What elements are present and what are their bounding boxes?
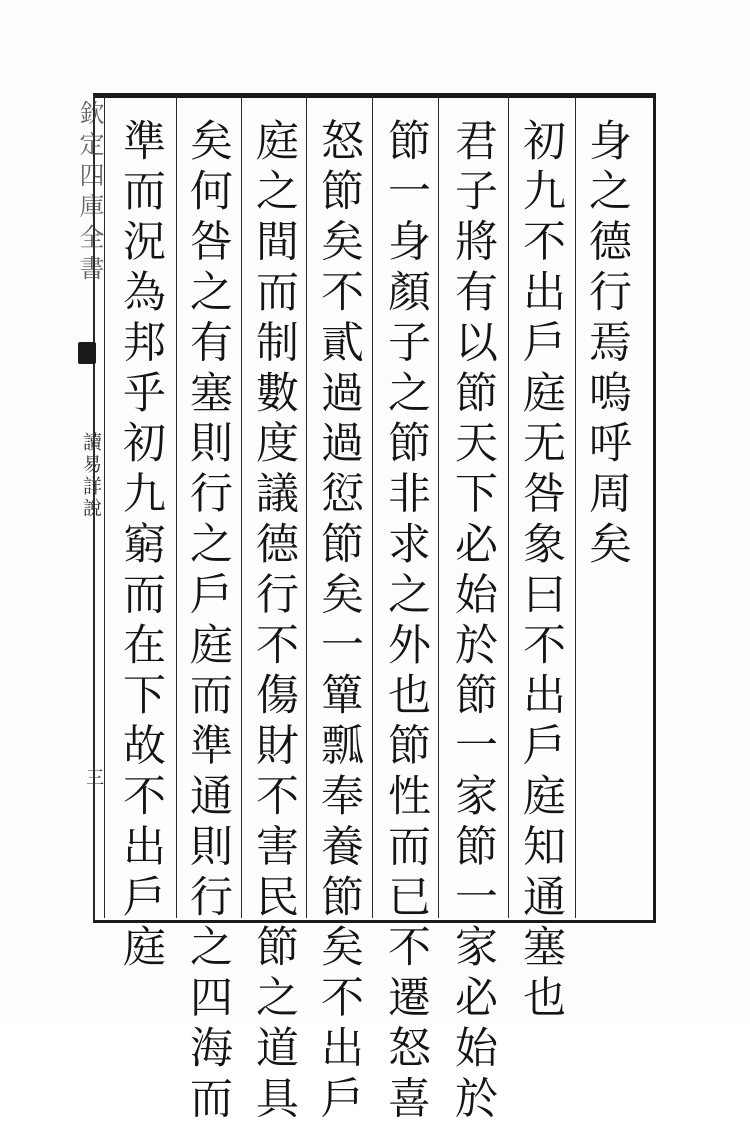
text-column-5: 怒節矣不貳過過愆節矣一簞瓢奉養節矣不出戶	[314, 118, 364, 1126]
text-column-1: 身之德行焉嗚呼周矣	[582, 118, 632, 572]
text-block-frame	[93, 93, 656, 923]
text-column-2: 初九不出戶庭无咎象曰不出戶庭知通塞也	[516, 118, 566, 1026]
fish-tail-mark	[78, 342, 96, 364]
column-rule	[438, 96, 439, 918]
text-column-4: 節一身顏子之節非求之外也節性而已不遷怒喜	[381, 118, 431, 1126]
column-rule	[508, 96, 509, 918]
column-rule	[176, 96, 177, 918]
column-rule	[306, 96, 307, 918]
text-column-7: 矣何咎之有塞則行之戶庭而準通則行之四海而	[183, 118, 233, 1126]
column-rule	[241, 96, 242, 918]
column-rule	[575, 96, 576, 918]
text-column-6: 庭之間而制數度議德行不傷財不害民節之道具	[249, 118, 299, 1126]
margin-page-number: 三	[83, 768, 104, 786]
text-column-8: 準而況為邦乎初九窮而在下故不出戶庭	[116, 118, 166, 975]
margin-work-title: 讀易詳說	[80, 432, 102, 520]
column-rule	[372, 96, 373, 918]
text-column-3: 君子將有以節天下必始於節一家節一家必始於	[448, 118, 498, 1126]
margin-book-title: 欽定四庫全書	[76, 100, 105, 286]
